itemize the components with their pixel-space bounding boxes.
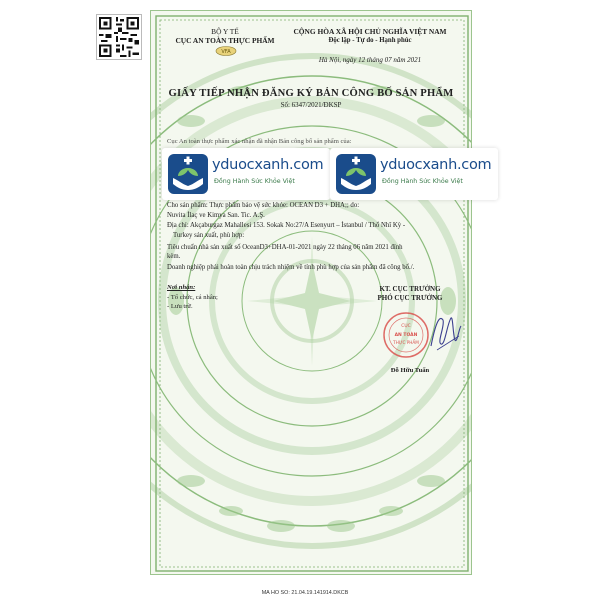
ministry-header <box>170 27 280 45</box>
watermark-banner <box>162 148 330 200</box>
republic-header <box>270 27 470 45</box>
recipients-label: Nơi nhận: <box>167 284 196 291</box>
stamp-text-bottom: THỰC PHẨM <box>393 340 419 345</box>
watermark-tagline: Đồng Hành Sức Khỏe Việt <box>382 178 463 185</box>
address-line-1: Địa chỉ: Akçaburgaz Mahallesi 153. Sokak No:27/A Esenyurt – İstanbul / Thổ Nhĩ Kỳ - <box>167 222 406 229</box>
recipient-item: - Lưu trữ. <box>167 303 193 310</box>
qr-code <box>96 14 142 60</box>
address-line-2: Turkey sản xuất, phù hợp: <box>173 232 245 239</box>
issue-date: Hà Nội, ngày 12 tháng 07 năm 2021 <box>318 56 422 64</box>
signer-name: Đỗ Hữu Tuấn <box>390 367 430 374</box>
watermark-brand: yduocxanh.com <box>380 157 492 173</box>
standard-line-1: Tiêu chuẩn nhà sản xuất số OceanD3+DHA-01-2021 ngày 22 tháng 06 năm 2021 đính <box>167 244 403 251</box>
pharmacy-hands-icon <box>168 154 208 194</box>
intro-text: Cục An toàn thực phẩm xác nhận đã nhận Bản công bố sản phẩm của: <box>167 138 352 145</box>
responsibility-text: Doanh nghiệp phải hoàn toàn chịu trách nhiệm về tính phù hợp của sản phẩm đã công bố./. <box>167 264 415 271</box>
signer-role-2: PHÓ CỤC TRƯỞNG <box>377 294 443 302</box>
department-name: CỤC AN TOÀN THỰC PHẨM <box>175 36 275 45</box>
national-motto: Độc lập - Tự do - Hạnh phúc <box>328 37 412 44</box>
handwritten-signature <box>425 306 465 358</box>
product-line: Cho sản phẩm: Thực phẩm bảo vệ sức khỏe: OCEAN D3 + DHA;; do: <box>167 202 360 209</box>
recipient-item: - Tổ chức, cá nhân; <box>167 294 218 301</box>
document-title: GIẤY TIẾP NHẬN ĐĂNG KÝ BẢN CÔNG BỐ SẢN PHẨM <box>168 88 454 99</box>
stamp-text-mid: AN TOÀN <box>394 333 418 338</box>
dossier-code: MA HO SO: 21.04.19.141914.DKCB <box>261 590 349 596</box>
standard-line-2: kèm. <box>167 253 181 260</box>
watermark-brand: yduocxanh.com <box>212 157 324 173</box>
document-number: Số: 6347/2021/ĐKSP <box>280 101 342 109</box>
pharmacy-hands-icon <box>336 154 376 194</box>
official-stamp <box>382 311 430 359</box>
department-logo-icon <box>215 46 237 56</box>
ministry-name: BỘ Y TẾ <box>211 27 239 36</box>
country-name: CỘNG HÒA XÃ HỘI CHỦ NGHĨA VIỆT NAM <box>293 27 447 36</box>
watermark-tagline: Đồng Hành Sức Khỏe Việt <box>214 178 295 185</box>
signer-role-1: KT. CỤC TRƯỞNG <box>379 285 441 293</box>
svg-text:VFA: VFA <box>221 49 231 56</box>
watermark-banner <box>330 148 498 200</box>
stamp-text-top: CỤC <box>401 324 411 329</box>
manufacturer-name: Nuvita İlaç ve Kimya San. Tic. A.Ş. <box>167 212 265 219</box>
